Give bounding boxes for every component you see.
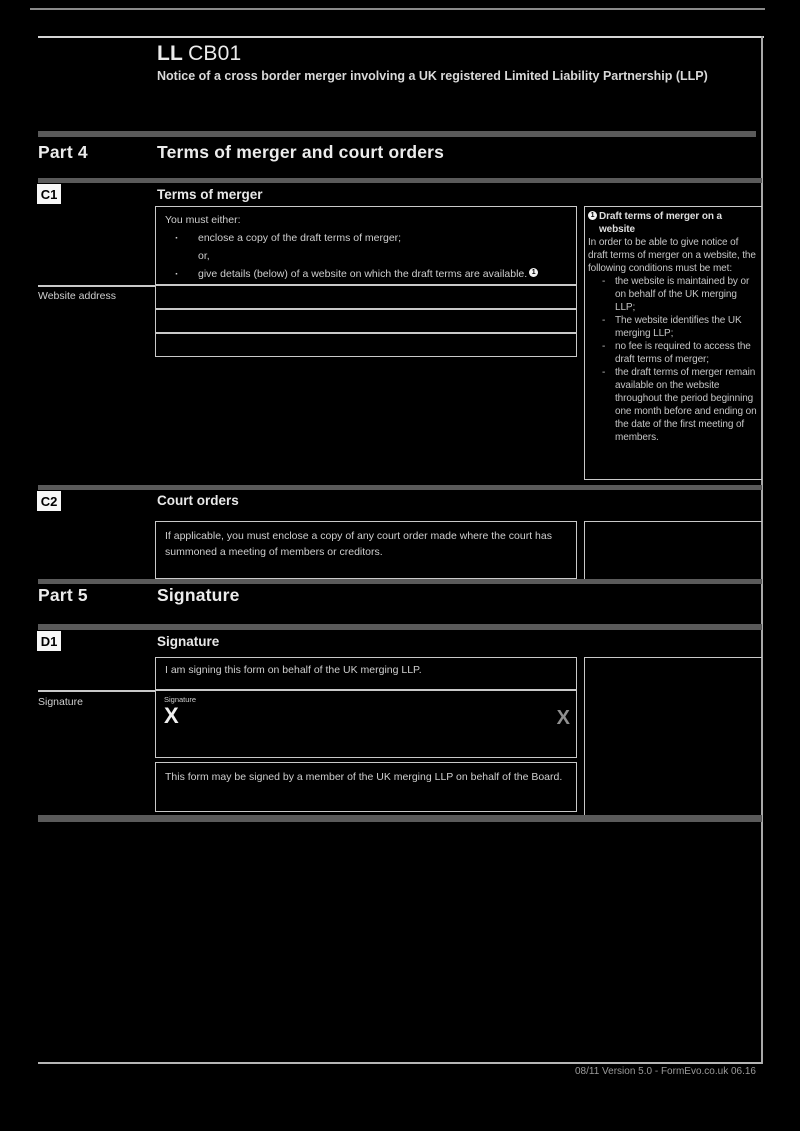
c1-note-bullet-text: the website is maintained by or on behalf of the UK merging LLP;: [615, 276, 750, 313]
c1-note-title: Draft terms of merger on a website: [599, 211, 722, 235]
form-code-number: CB01: [188, 42, 242, 65]
signature-label: Signature: [38, 696, 83, 708]
c1-bullet-1: [165, 229, 567, 247]
label-row-rule: [38, 285, 155, 287]
c1-note-bullet: [588, 340, 758, 366]
d1-badge: D1: [37, 631, 61, 651]
header-rule: [38, 36, 764, 38]
c1-instruction-box: [155, 206, 577, 285]
c1-note-title-row: [588, 210, 746, 236]
c1-title: Terms of merger: [157, 187, 263, 202]
dash-bullet: -: [602, 341, 606, 352]
c2-note-area: [584, 521, 762, 579]
c1-bullet-2: [165, 265, 567, 283]
part4-title: Terms of merger and court orders: [157, 142, 445, 162]
part4-label: Part 4: [38, 142, 88, 162]
dash-bullet: -: [602, 276, 606, 287]
d1-statement-box: I am signing this form on behalf of the UK merging LLP.: [155, 657, 577, 690]
form-code: [157, 42, 241, 66]
signature-x-mark: X: [164, 703, 179, 728]
website-address-label: Website address: [38, 290, 117, 302]
c1-note-bullet: [588, 366, 758, 444]
c1-note-bullet-text: no fee is required to access the draft terms of merger;: [615, 341, 751, 365]
c1-bullet-1-text: enclose a copy of the draft terms of merger;: [198, 232, 402, 244]
c1-note-bullet-text: The website identifies the UK merging LLP;: [615, 315, 742, 339]
note-1-superscript-icon: 1: [529, 268, 538, 277]
d1-note-area: [584, 657, 762, 815]
c1-note-bullet-text: the draft terms of merger remain available on the website throughout the period beginning one month before and ending on the date of the first meeting of members.: [615, 367, 757, 443]
form-subtitle: Notice of a cross border merger involving a UK registered Limited Liability Partnership (LLP): [157, 69, 708, 83]
c2-instruction-box: If applicable, you must enclose a copy of any court order made where the court has summoned a meeting of members or creditors.: [155, 521, 577, 579]
section-divider-bar: [38, 815, 762, 822]
note-1-marker-icon: 1: [588, 211, 597, 220]
website-address-input-1[interactable]: [155, 285, 577, 309]
bullet-dot: ·: [175, 232, 179, 244]
c2-badge: C2: [37, 491, 61, 511]
signature-input-box[interactable]: [155, 690, 577, 758]
section-divider-bar: [38, 624, 762, 630]
part5-title: Signature: [157, 585, 240, 605]
page-top-rule: [30, 8, 765, 10]
footer-rule: [38, 1062, 762, 1064]
section-divider-bar: [38, 131, 756, 137]
c1-note-text: [588, 210, 758, 444]
c1-badge: C1: [37, 184, 61, 204]
c1-note-bullet: [588, 275, 758, 314]
c1-note-intro: In order to be able to give notice of draft terms of merger on a website, the following conditions must be met:: [588, 237, 756, 274]
c1-or: or,: [198, 250, 210, 262]
bullet-dot: ·: [175, 268, 179, 280]
d1-title: Signature: [157, 634, 220, 649]
dash-bullet: -: [602, 315, 606, 326]
form-code-prefix: LL: [157, 42, 184, 65]
c2-title: Court orders: [157, 493, 239, 508]
board-note-box: This form may be signed by a member of the UK merging LLP on behalf of the Board.: [155, 762, 577, 812]
section-divider-bar: [38, 485, 762, 490]
footer-version-text: 08/11 Version 5.0 - FormEvo.co.uk 06.16: [574, 1066, 756, 1077]
signature-x-mark-right: X: [556, 707, 570, 729]
c1-bullet-2-text: give details (below) of a website on which the draft terms are available.: [198, 268, 528, 280]
signature-inner-label: Signature: [164, 695, 197, 704]
section-divider-bar: [38, 579, 762, 584]
c1-intro: You must either:: [165, 214, 241, 226]
c1-note-bullet: [588, 314, 758, 340]
section-divider-bar: [38, 178, 762, 183]
label-row-rule: [38, 690, 155, 692]
website-address-input-2[interactable]: [155, 309, 577, 333]
part5-label: Part 5: [38, 585, 88, 605]
website-address-input-3[interactable]: [155, 333, 577, 357]
dash-bullet: -: [602, 367, 606, 378]
